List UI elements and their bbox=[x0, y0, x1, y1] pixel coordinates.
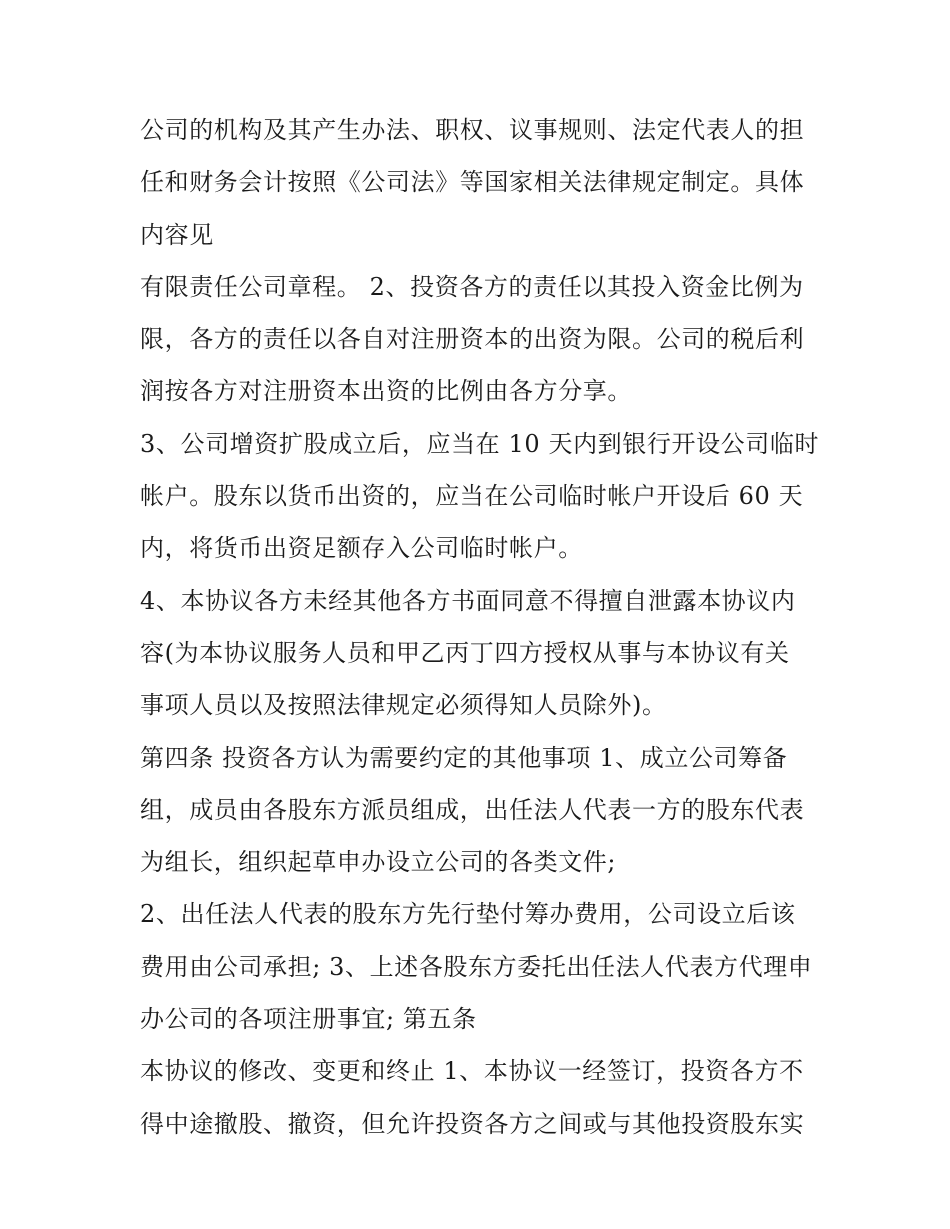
text-line: 组，成员由各股东方派员组成，出任法人代表一方的股东代表 bbox=[140, 795, 805, 824]
document-body bbox=[140, 104, 820, 1150]
text-line: 3、公司增资扩股成立后，应当在 10 天内到银行开设公司临时 bbox=[140, 429, 820, 458]
text-line: 事项人员以及按照法律规定必须得知人员除外)。 bbox=[140, 691, 667, 720]
text-line: 限，各方的责任以各自对注册资本的出资为限。公司的税后利 bbox=[140, 325, 805, 354]
text-line: 内，将货币出资足额存入公司临时帐户。 bbox=[140, 534, 583, 563]
text-line: 2、出任法人代表的股东方先行垫付筹办费用，公司设立后该 bbox=[140, 900, 796, 929]
text-line: 润按各方对注册资本出资的比例由各方分享。 bbox=[140, 377, 632, 406]
text-line: 办公司的各项注册事宜; 第五条 bbox=[140, 1005, 477, 1034]
text-line: 为组长，组织起草申办设立公司的各类文件; bbox=[140, 848, 617, 877]
text-line: 本协议的修改、变更和终止 1、本协议一经签订，投资各方不 bbox=[140, 1057, 804, 1086]
text-line: 公司的机构及其产生办法、职权、议事规则、法定代表人的担 bbox=[140, 116, 805, 144]
text-line: 费用由公司承担; 3、上述各股东方委托出任法人代表方代理申 bbox=[140, 952, 813, 981]
text-line: 有限责任公司章程。 2、投资各方的责任以其投入资金比例为 bbox=[140, 272, 804, 301]
text-line: 内容见 bbox=[140, 220, 214, 249]
text-line: 帐户。股东以货币出资的，应当在公司临时帐户开设后 60 天 bbox=[140, 482, 804, 511]
text-line: 容(为本协议服务人员和甲乙丙丁四方授权从事与本协议有关 bbox=[140, 638, 790, 667]
text-line: 4、本协议各方未经其他各方书面同意不得擅自泄露本协议内 bbox=[140, 586, 796, 615]
text-line: 任和财务会计按照《公司法》等国家相关法律规定制定。具体 bbox=[140, 168, 805, 197]
text-line: 第四条 投资各方认为需要约定的其他事项 1、成立公司筹备 bbox=[140, 743, 788, 772]
text-line: 得中途撤股、撤资，但允许投资各方之间或与其他投资股东实 bbox=[140, 1109, 805, 1138]
